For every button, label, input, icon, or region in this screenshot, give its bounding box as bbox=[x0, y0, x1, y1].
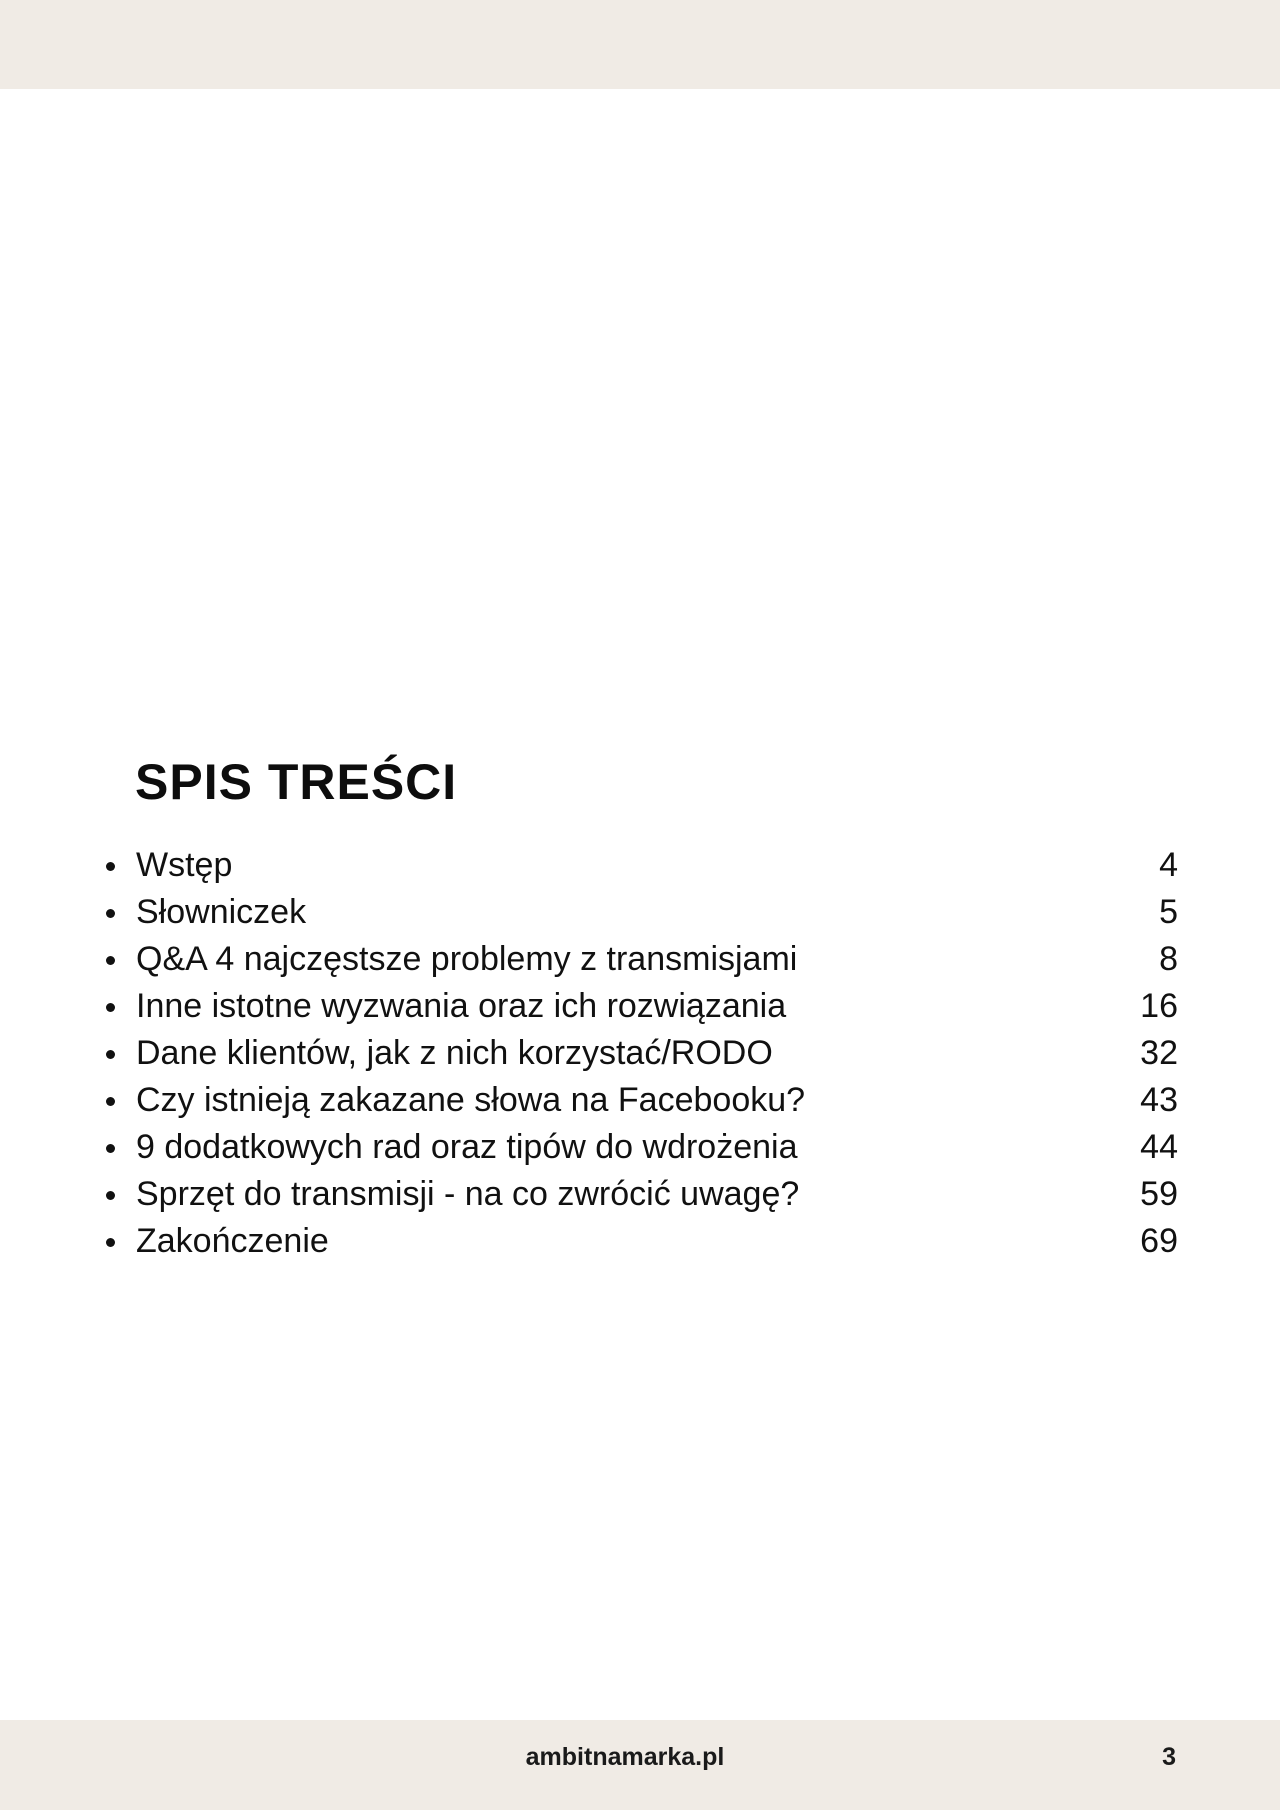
bullet-icon bbox=[106, 1238, 115, 1247]
toc-item-label: Dane klientów, jak z nich korzystać/RODO bbox=[136, 1034, 773, 1072]
toc-item bbox=[100, 1171, 1178, 1218]
toc-item-page: 44 bbox=[1140, 1128, 1178, 1166]
toc-list bbox=[100, 842, 1178, 1265]
toc-item bbox=[100, 983, 1178, 1030]
toc-item-page: 5 bbox=[1159, 893, 1178, 931]
toc-item-label: Wstęp bbox=[136, 846, 233, 884]
toc-item-label: Słowniczek bbox=[136, 893, 307, 931]
toc-item bbox=[100, 842, 1178, 889]
toc-item-label: Czy istnieją zakazane słowa na Facebooku? bbox=[136, 1081, 806, 1119]
header-band bbox=[0, 0, 1280, 89]
bullet-icon bbox=[106, 1003, 115, 1012]
toc-item-page: 59 bbox=[1140, 1175, 1178, 1213]
toc-item-page: 8 bbox=[1159, 940, 1178, 978]
toc-item-page: 4 bbox=[1159, 846, 1178, 884]
toc-item bbox=[100, 936, 1178, 983]
toc-item-label: Inne istotne wyzwania oraz ich rozwiązania bbox=[136, 987, 787, 1025]
bullet-icon bbox=[106, 1144, 115, 1153]
bullet-icon bbox=[106, 862, 115, 871]
bullet-icon bbox=[106, 1050, 115, 1059]
bullet-icon bbox=[106, 956, 115, 965]
toc-item bbox=[100, 889, 1178, 936]
bullet-icon bbox=[106, 1191, 115, 1200]
bullet-icon bbox=[106, 1097, 115, 1106]
toc-item-page: 43 bbox=[1140, 1081, 1178, 1119]
toc-item-page: 69 bbox=[1140, 1222, 1178, 1260]
toc-item-page: 32 bbox=[1140, 1034, 1178, 1072]
toc-title: SPIS TREŚCI bbox=[135, 754, 458, 810]
toc-item-label: 9 dodatkowych rad oraz tipów do wdrożenia bbox=[136, 1128, 798, 1166]
toc-item bbox=[100, 1077, 1178, 1124]
footer-website: ambitnamarka.pl bbox=[525, 1743, 725, 1771]
toc-item-label: Zakończenie bbox=[136, 1222, 329, 1260]
bullet-icon bbox=[106, 909, 115, 918]
toc-item-page: 16 bbox=[1140, 987, 1178, 1025]
toc-item-label: Q&A 4 najczęstsze problemy z transmisjami bbox=[136, 940, 798, 978]
toc-item bbox=[100, 1124, 1178, 1171]
page-number: 3 bbox=[1162, 1743, 1176, 1771]
toc-item-label: Sprzęt do transmisji - na co zwrócić uwagę? bbox=[136, 1175, 800, 1213]
toc-item bbox=[100, 1030, 1178, 1077]
toc-item bbox=[100, 1218, 1178, 1265]
